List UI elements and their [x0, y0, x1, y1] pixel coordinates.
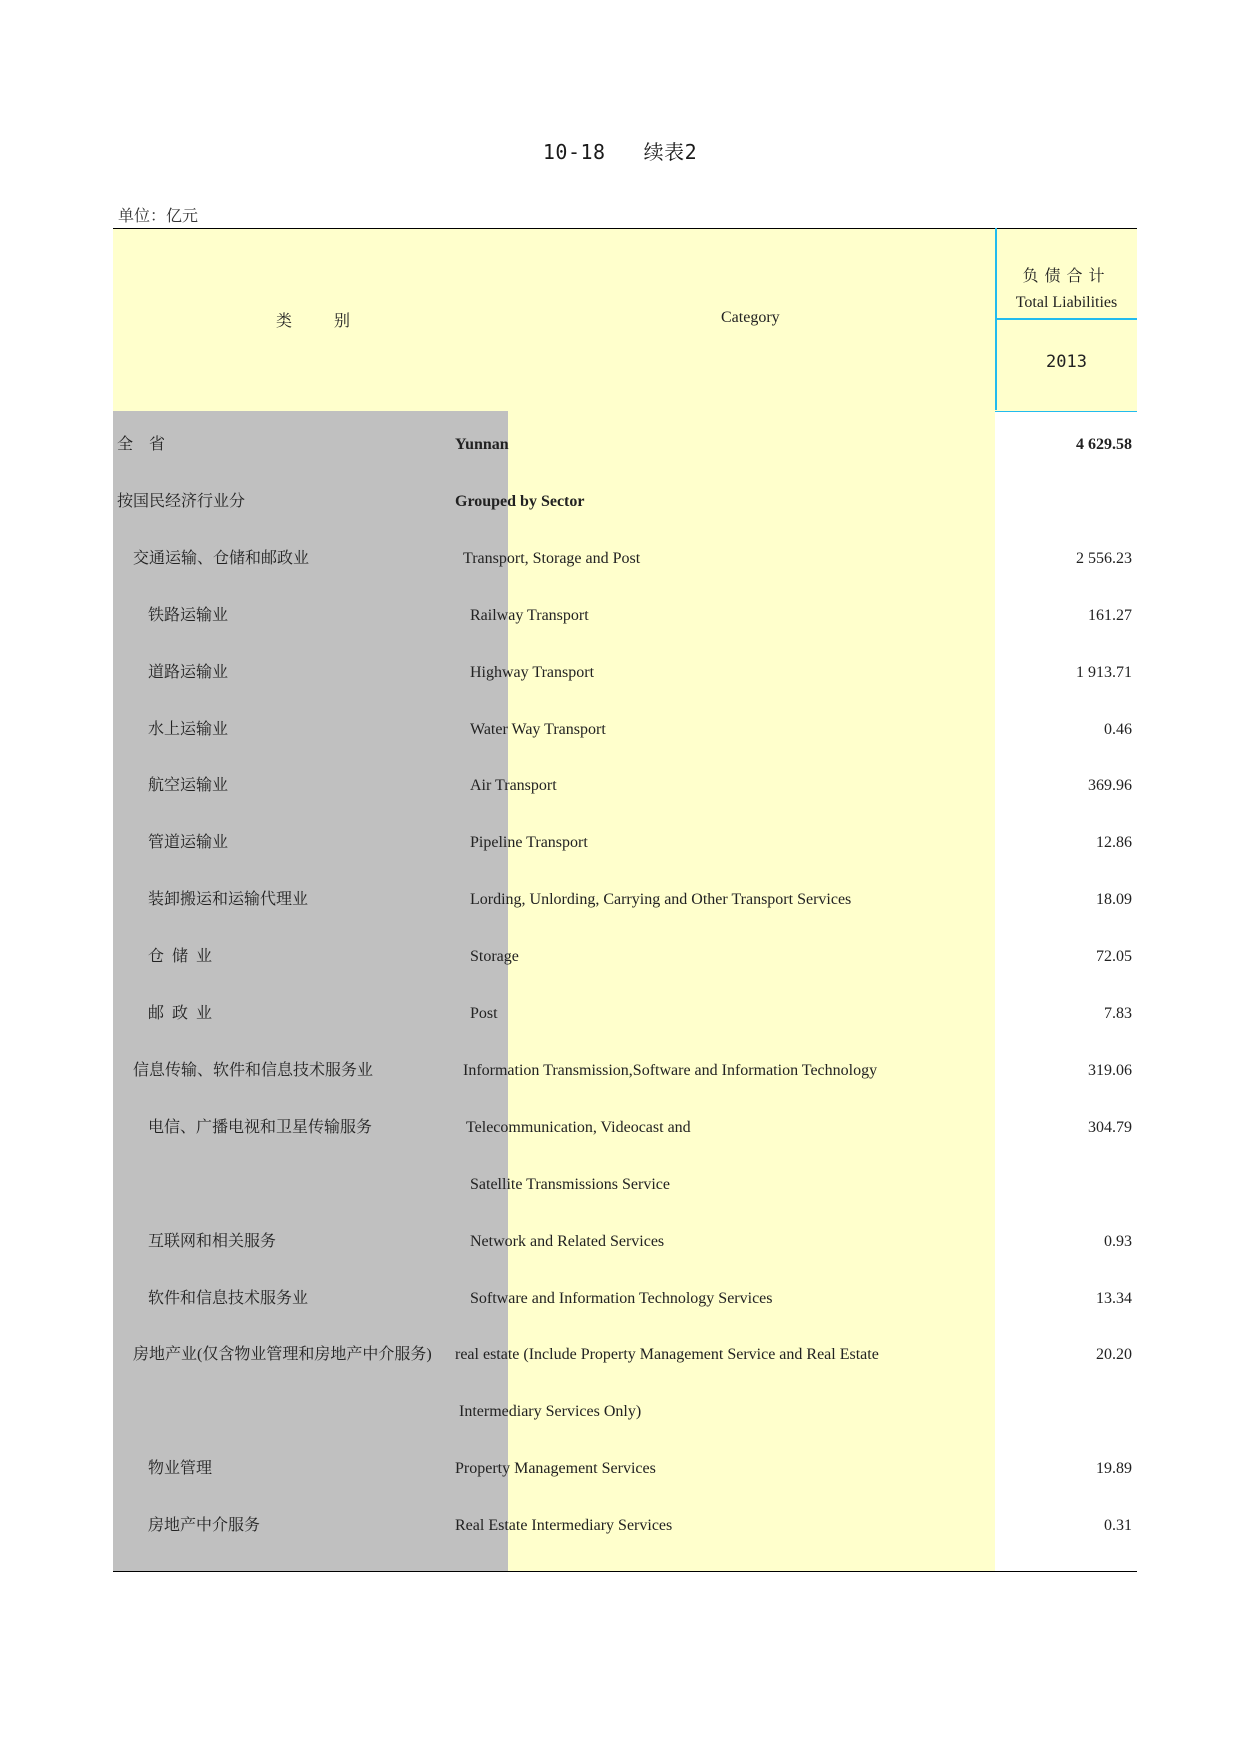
row-value: 72.05	[1096, 948, 1132, 966]
row-label-cn: 道路运输业	[148, 663, 229, 681]
row-value: 0.46	[1104, 720, 1132, 738]
unit-label: 单位：亿元	[118, 208, 199, 225]
row-label-en: Software and Information Technology Services	[470, 1289, 773, 1307]
row-label-cn: 信息传输、软件和信息技术服务业	[133, 1061, 374, 1079]
row-label-en: Satellite Transmissions Service	[470, 1175, 670, 1193]
row-label-cn: 按国民经济行业分	[117, 492, 246, 510]
row-label-en: Water Way Transport	[470, 720, 606, 738]
row-label-cn: 管道运输业	[148, 834, 229, 852]
table-row	[113, 928, 1137, 985]
row-label-en: Railway Transport	[470, 606, 589, 624]
row-label-cn: 物业管理	[148, 1460, 213, 1478]
row-label-cn: 水上运输业	[148, 720, 229, 738]
row-label-cn: 电信、广播电视和卫星传输服务	[148, 1118, 373, 1136]
table-row	[113, 701, 1137, 758]
table-title	[0, 136, 1240, 165]
table-bottom-rule	[113, 1571, 1137, 1572]
table-row	[113, 530, 1137, 587]
row-value: 0.93	[1104, 1232, 1132, 1250]
row-label-en: Network and Related Services	[470, 1232, 665, 1250]
row-value: 0.31	[1104, 1517, 1132, 1535]
table-row	[113, 1326, 1137, 1383]
header-category-en: Category	[721, 309, 780, 326]
row-label-cn: 交通运输、仓储和邮政业	[133, 549, 310, 567]
row-value: 1 913.71	[1076, 663, 1132, 681]
row-label-en: Pipeline Transport	[470, 834, 588, 852]
row-label-cn: 房地产业(仅含物业管理和房地产中介服务)	[133, 1346, 432, 1364]
table-row	[113, 473, 1137, 530]
header-divider-horizontal	[996, 318, 1137, 320]
table-row	[113, 1213, 1137, 1270]
row-value: 2 556.23	[1076, 549, 1132, 567]
row-value: 12.86	[1096, 834, 1132, 852]
row-label-en: Storage	[470, 948, 519, 966]
row-value: 13.34	[1096, 1289, 1132, 1307]
table-row	[113, 1042, 1137, 1099]
table-row	[113, 587, 1137, 644]
row-label-en: Property Management Services	[455, 1460, 656, 1478]
row-value: 19.89	[1096, 1460, 1132, 1478]
header-measure-cn: 负债合计	[1022, 268, 1111, 285]
row-label-cn: 邮政业	[148, 1005, 221, 1022]
table-row	[113, 1497, 1137, 1554]
row-label-en: real estate (Include Property Management Service and Real Estate	[455, 1346, 879, 1364]
row-label-en: Post	[470, 1005, 498, 1022]
row-label-en: Real Estate Intermediary Services	[455, 1517, 673, 1535]
row-label-en: Air Transport	[470, 777, 557, 795]
row-label-en: Transport, Storage and Post	[463, 549, 641, 567]
table-row	[113, 644, 1137, 701]
table-row	[113, 1270, 1137, 1327]
row-value: 4 629.58	[1076, 436, 1132, 453]
table-row	[113, 1099, 1137, 1156]
row-label-en: Highway Transport	[470, 663, 595, 681]
row-label-en: Yunnan	[455, 436, 509, 453]
row-value: 304.79	[1088, 1118, 1132, 1136]
row-label-en: Information Transmission,Software and Information Technology	[463, 1061, 878, 1079]
row-label-cn: 仓储业	[148, 948, 221, 966]
row-label-cn: 全 省	[117, 436, 166, 453]
row-value: 7.83	[1104, 1005, 1132, 1022]
row-label-cn: 互联网和相关服务	[148, 1232, 277, 1250]
row-value: 20.20	[1096, 1346, 1132, 1364]
row-label-cn: 房地产中介服务	[148, 1517, 261, 1535]
header-measure-en: Total Liabilities	[1015, 294, 1118, 311]
table-row	[113, 757, 1137, 814]
table-row	[113, 1383, 1137, 1440]
row-value: 369.96	[1088, 777, 1132, 795]
table-row	[113, 985, 1137, 1042]
table-title-text: 续表2	[643, 140, 698, 164]
row-value: 161.27	[1088, 606, 1132, 624]
row-label-en: Grouped by Sector	[455, 492, 585, 510]
header-category-cn: 类 别	[276, 313, 353, 330]
table-row	[113, 814, 1137, 871]
row-label-cn: 铁路运输业	[148, 606, 229, 624]
row-label-cn: 装卸搬运和运输代理业	[148, 891, 309, 909]
table-row	[113, 1156, 1137, 1213]
row-label-en: Intermediary Services Only)	[459, 1403, 642, 1421]
table-row	[113, 416, 1137, 473]
row-label-en: Lording, Unlording, Carrying and Other Transport Services	[470, 891, 852, 909]
row-label-en: Telecommunication, Videocast and	[466, 1118, 691, 1136]
header-year: 2013	[1046, 352, 1087, 372]
table-row	[113, 1440, 1137, 1497]
table-number: 10-18	[542, 140, 606, 164]
row-value: 319.06	[1088, 1061, 1132, 1079]
row-label-cn: 航空运输业	[148, 777, 229, 795]
row-label-cn: 软件和信息技术服务业	[148, 1289, 309, 1307]
table-row	[113, 871, 1137, 928]
row-value: 18.09	[1096, 891, 1132, 909]
table-header	[113, 228, 1137, 412]
